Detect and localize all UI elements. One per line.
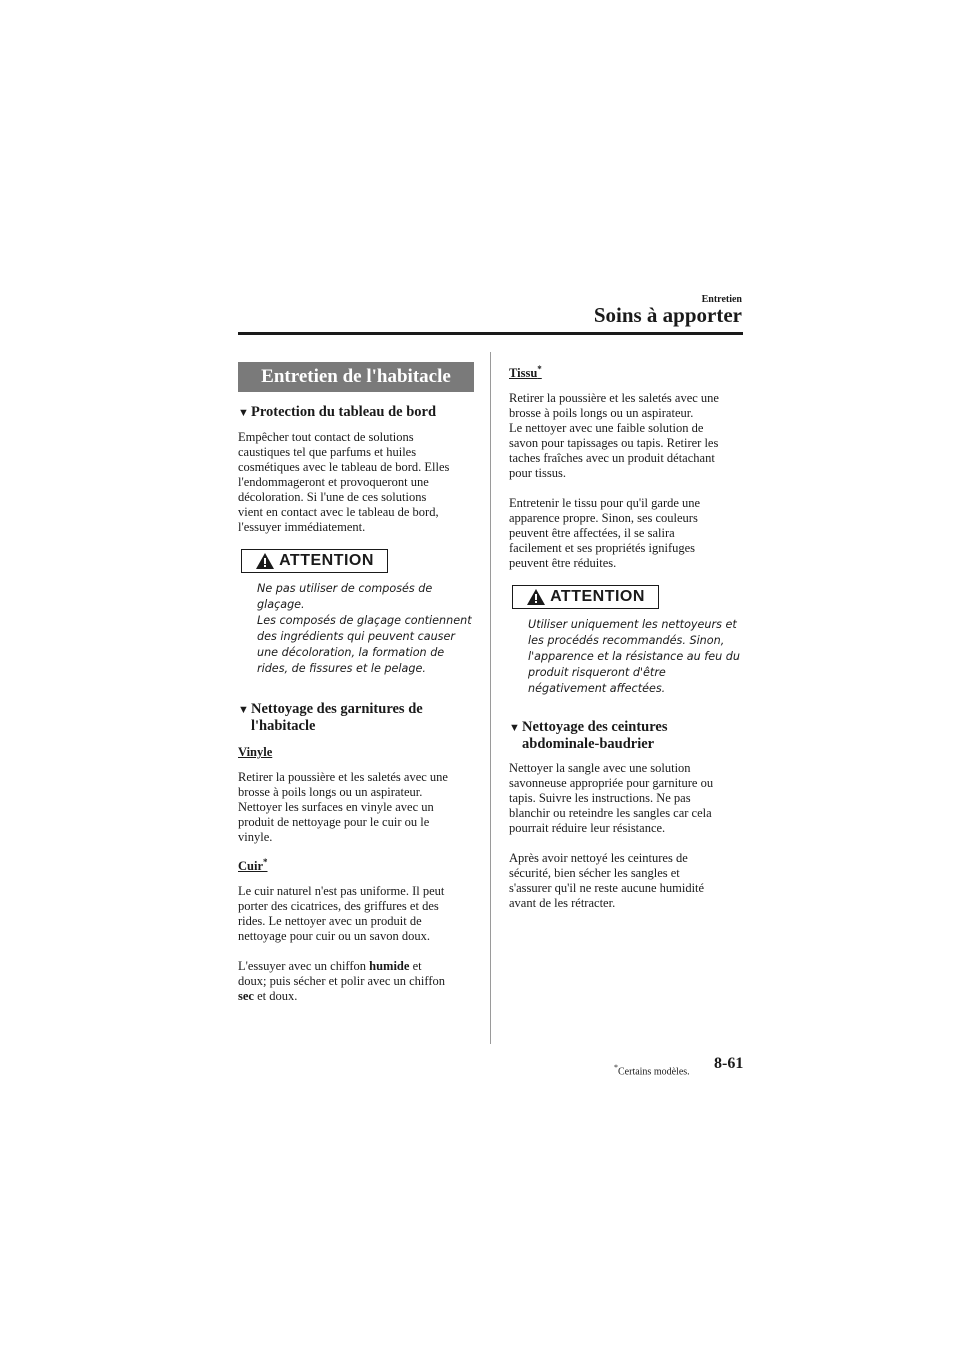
section-heading-trim — [238, 701, 474, 735]
text-line: peuvent être réduites. — [509, 556, 617, 571]
attention-text — [528, 617, 745, 697]
text-line: facilement et ses propriétés ignifuges — [509, 541, 696, 556]
paragraph-tissu — [509, 391, 745, 481]
paragraph-cuir — [238, 884, 474, 944]
warning-triangle-icon — [255, 552, 275, 570]
triangle-bullet-icon: ▼ — [238, 407, 249, 419]
subheading-tissu — [509, 362, 745, 381]
heading-line: abdominale-baudrier — [522, 736, 655, 753]
bold-word: humide — [369, 959, 410, 974]
text-line: s'assurer qu'il ne reste aucune humidité — [509, 881, 705, 896]
text-line: Retirer la poussière et les saletés avec une — [509, 391, 719, 406]
text-line: doux; puis sécher et polir avec un chiffon — [238, 974, 446, 989]
section-heading-dashboard — [238, 404, 474, 422]
heading-text — [251, 701, 474, 735]
text-line: Nettoyer la sangle avec une solution — [509, 761, 691, 776]
text-line: tapis. Suivre les instructions. Ne pas — [509, 791, 691, 806]
text-line: négativement affectées. — [528, 682, 666, 696]
text-line: blanchir ou reteindre les sangles car cela — [509, 806, 712, 821]
text-line: nettoyage pour cuir ou un savon doux. — [238, 929, 430, 944]
text-line: Ne pas utiliser de composés de — [257, 582, 433, 595]
attention-label: ATTENTION — [279, 552, 374, 569]
text-line: Nettoyer les surfaces en vinyle avec un — [238, 800, 434, 814]
paragraph-cuir-wipe — [238, 959, 474, 1004]
right-column — [509, 360, 745, 911]
text-line: Retirer la poussière et les saletés avec une — [238, 770, 448, 784]
attention-box — [241, 549, 388, 573]
text-line: les procédés recommandés. Sinon, — [528, 634, 725, 648]
paragraph-seatbelts — [509, 761, 745, 836]
subheading-text: Tissu — [509, 366, 538, 381]
text-line: Utiliser uniquement les nettoyeurs et — [528, 618, 737, 632]
heading-text — [522, 719, 745, 753]
attention-box — [512, 585, 659, 609]
bold-word: sec — [238, 989, 254, 1004]
text-line: l'apparence et la résistance au feu du — [528, 650, 740, 664]
text-line: taches fraîches avec un produit détachant — [509, 451, 715, 466]
footnote-text: Certains modèles. — [618, 1066, 690, 1078]
paragraph-dashboard — [238, 430, 474, 535]
asterisk-mark: * — [614, 1063, 618, 1072]
text-line: peuvent être affectées, il se salira — [509, 526, 675, 541]
text-line: cosmétiques avec le tableau de bord. Elles — [238, 460, 450, 474]
text-line: rides, de fissures et le pelage. — [257, 662, 426, 675]
left-column — [238, 360, 474, 1004]
text-line: Empêcher tout contact de solutions — [238, 430, 414, 444]
section-banner: Entretien de l'habitacle — [238, 362, 474, 392]
paragraph-vinyle — [238, 770, 474, 845]
text-line: vinyle. — [238, 830, 273, 844]
heading-line: l'habitacle — [251, 718, 316, 734]
subheading-vinyle: Vinyle — [238, 745, 273, 759]
text-line: porter des cicatrices, des griffures et des — [238, 899, 439, 914]
text-line: vient en contact avec le tableau de bord, — [238, 505, 439, 519]
header-rule — [238, 332, 743, 335]
text-line: savonneuse appropriée pour garniture ou — [509, 776, 714, 791]
text-line: glaçage. — [257, 598, 305, 611]
paragraph-tissu-care — [509, 496, 745, 571]
section-heading-seatbelts — [509, 719, 745, 753]
text-line: apparence propre. Sinon, ses couleurs — [509, 511, 698, 526]
triangle-bullet-icon: ▼ — [238, 704, 249, 716]
text-line: Le nettoyer avec une faible solution de — [509, 421, 704, 436]
attention-text — [257, 581, 474, 677]
subheading-text: Cuir — [238, 859, 263, 874]
column-divider — [490, 352, 491, 1044]
paragraph-seatbelts-dry — [509, 851, 745, 911]
text-line: pour tissus. — [509, 466, 566, 481]
text-line: avant de les rétracter. — [509, 896, 616, 911]
text-line: rides. Le nettoyer avec un produit de — [238, 914, 422, 929]
text-run: et doux. — [253, 989, 298, 1004]
text-line: sécurité, bien sécher les sangles et — [509, 866, 680, 881]
text-line — [238, 959, 474, 974]
subheading-cuir — [238, 855, 474, 874]
heading-line: Nettoyage des ceintures — [522, 719, 668, 736]
text-line: brosse à poils longs ou un aspirateur. — [509, 406, 694, 421]
header-section: Entretien — [701, 294, 742, 305]
text-line: Les composés de glaçage contiennent — [257, 614, 472, 627]
heading-line: Nettoyage des garnitures de — [251, 701, 423, 717]
text-line: caustiques tel que parfums et huiles — [238, 445, 417, 459]
page-number: 8-61 — [714, 1055, 744, 1072]
text-run: et — [409, 959, 422, 974]
text-line: produit de nettoyage pour le cuir ou le — [238, 815, 430, 829]
text-line: décoloration. Si l'une de ces solutions — [238, 490, 427, 504]
text-line: brosse à poils longs ou un aspirateur. — [238, 785, 423, 799]
heading-text: Protection du tableau de bord — [251, 404, 437, 420]
warning-triangle-icon — [526, 588, 546, 606]
text-line: produit risqueront d'être — [528, 666, 666, 680]
text-line: pourrait réduire leur résistance. — [509, 821, 666, 836]
footnote — [614, 1063, 690, 1077]
asterisk-mark: * — [537, 364, 542, 374]
text-line: des ingrédients qui peuvent causer — [257, 630, 455, 643]
text-line: Le cuir naturel n'est pas uniforme. Il peut — [238, 884, 445, 899]
page-title: Soins à apporter — [593, 303, 742, 327]
text-line: l'essuyer immédiatement. — [238, 520, 366, 534]
text-line: une décoloration, la formation de — [257, 646, 445, 659]
asterisk-mark: * — [263, 857, 268, 867]
text-run: L'essuyer avec un chiffon — [238, 959, 370, 974]
text-line: Entretenir le tissu pour qu'il garde une — [509, 496, 701, 511]
triangle-bullet-icon: ▼ — [509, 722, 520, 735]
text-line: l'endommageront et provoqueront une — [238, 475, 429, 489]
attention-label: ATTENTION — [550, 588, 645, 606]
text-line: savon pour tapissages ou tapis. Retirer les — [509, 436, 719, 451]
text-line — [238, 989, 474, 1004]
text-line: Après avoir nettoyé les ceintures de — [509, 851, 688, 866]
